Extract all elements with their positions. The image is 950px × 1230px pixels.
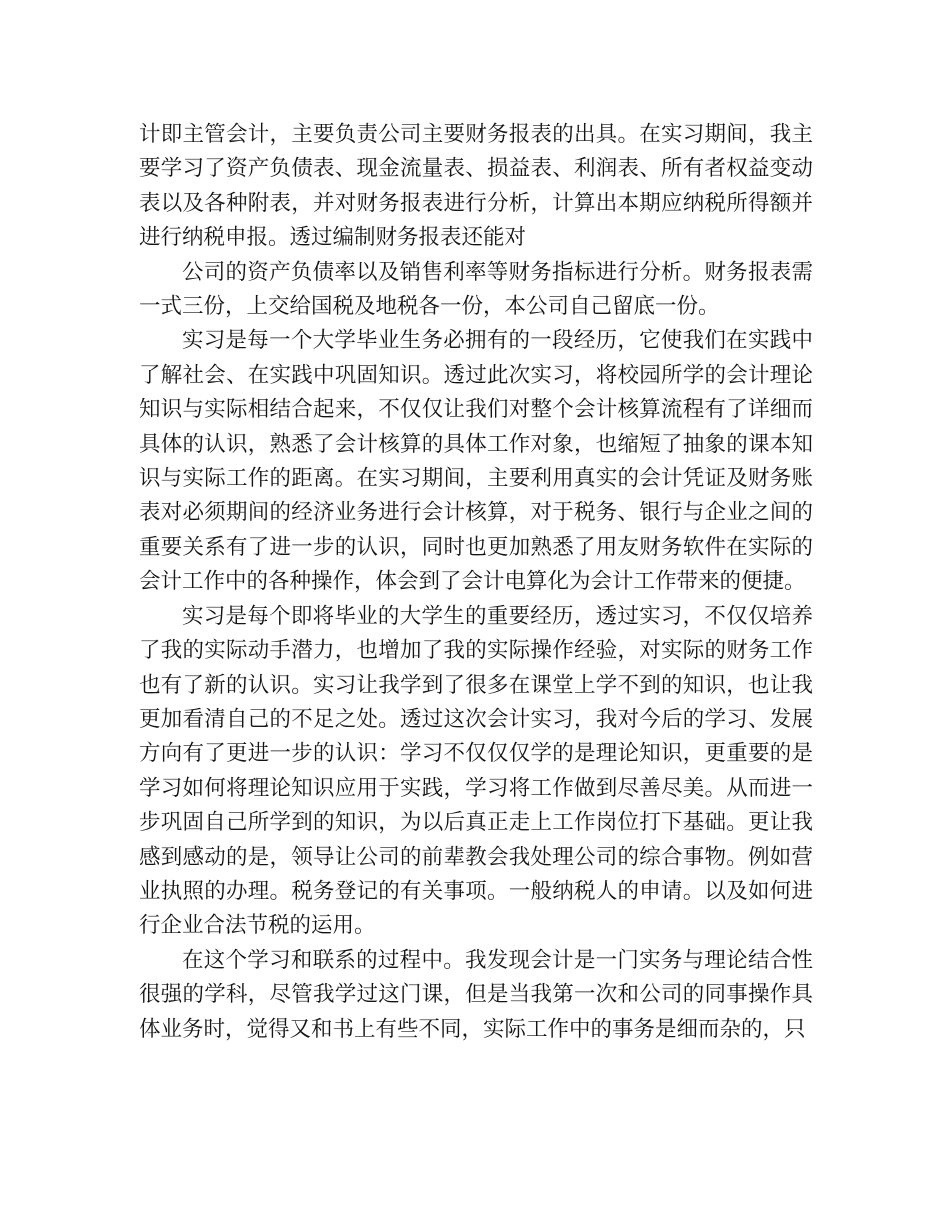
paragraph-5: 在这个学习和联系的过程中。我发现会计是一门实务与理论结合性很强的学科，尽管我学过这门课，但是当我第一次和公司的同事操作具体业务时，觉得又和书上有些不同，实际工作中的事务是细而杂的，只 xyxy=(139,947,813,1042)
paragraph-4: 实习是每个即将毕业的大学生的重要经历，透过实习，不仅仅培养了我的实际动手潜力，也增加了我的实际操作经验，对实际的财务工作也有了新的认识。实习让我学到了很多在课堂上学不到的知识，也让我更加看清自己的不足之处。透过这次会计实习，我对今后的学习、发展方向有了更进一步的认识：学习不仅仅仅学的是理论知识，更重要的是学习如何将理论知识应用于实践，学习将工作做到尽善尽美。从而进一步巩固自己所学到的知识，为以后真正走上工作岗位打下基础。更让我感到感动的是，领导让公司的前辈教会我处理公司的综合事物。例如营业执照的办理。税务登记的有关事项。一般纳税人的申请。以及如何进行企业合法节税的运用。 xyxy=(139,603,813,939)
paragraph-2: 公司的资产负债率以及销售利率等财务指标进行分析。财务报表需一式三份，上交给国税及地税各一份，本公司自己留底一份。 xyxy=(139,259,813,320)
paragraph-1: 计即主管会计，主要负责公司主要财务报表的出具。在实习期间，我主要学习了资产负债表、现金流量表、损益表、利润表、所有者权益变动表以及各种附表，并对财务报表进行分析，计算出本期应纳税所得额并进行纳税申报。透过编制财务报表还能对 xyxy=(139,122,813,251)
document-body xyxy=(139,118,813,1047)
paragraph-3: 实习是每一个大学毕业生务必拥有的一段经历，它使我们在实践中了解社会、在实践中巩固知识。透过此次实习，将校园所学的会计理论知识与实际相结合起来，不仅仅让我们对整个会计核算流程有了详细而具体的认识，熟悉了会计核算的具体工作对象，也缩短了抽象的课本知识与实际工作的距离。在实习期间，主要利用真实的会计凭证及财务账表对必须期间的经济业务进行会计核算，对于税务、银行与企业之间的重要关系有了进一步的认识，同时也更加熟悉了用友财务软件在实际的会计工作中的各种操作，体会到了会计电算化为会计工作带来的便捷。 xyxy=(139,328,813,595)
